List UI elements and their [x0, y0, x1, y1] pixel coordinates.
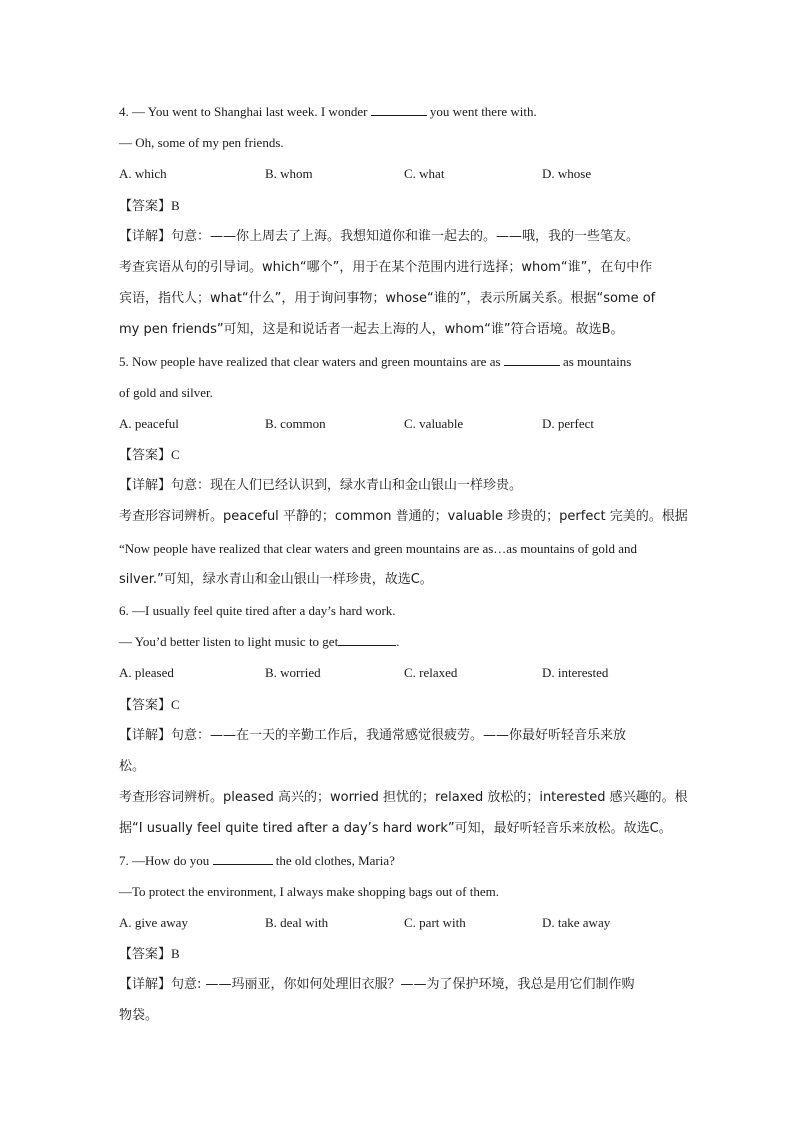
stem-text: 4. — You went to Shanghai last week. I wonder — [119, 104, 371, 119]
stem-text: you went there with. — [426, 104, 537, 119]
detail-tag: 【详解】 — [119, 977, 172, 993]
explanation-text: 句意: ——玛丽亚，你如何处理旧衣服？——为了保护环境，我总是用它们制作购 — [171, 977, 635, 993]
option-d: D. take away — [542, 914, 611, 930]
option-a: A. peaceful — [119, 415, 179, 431]
answer-line — [119, 938, 679, 969]
answer-blank — [371, 103, 427, 116]
answer-tag: 【答案】 — [119, 448, 172, 464]
explanation-line: 考查形容词辨析。peaceful 平静的；common 普通的；valuable 珍贵的；perfect 完美的。根据 — [119, 509, 688, 525]
document-page — [119, 96, 688, 1032]
option-d: D. interested — [542, 665, 609, 681]
answer-blank — [213, 852, 273, 865]
option-c: C. what — [404, 166, 445, 182]
explanation-line: 松。 — [119, 758, 146, 774]
options-row — [119, 408, 679, 439]
option-b: B. common — [265, 415, 326, 431]
explanation-line — [119, 969, 679, 1000]
answer-blank — [504, 353, 560, 366]
question-stem: 6. —I usually feel quite tired after a day’s hard work. — [119, 603, 396, 618]
question-5 — [119, 346, 688, 596]
answer-value: C — [171, 696, 180, 712]
option-c: C. relaxed — [404, 665, 458, 681]
answer-line — [119, 439, 679, 470]
question-stem — [119, 346, 679, 377]
option-b: B. deal with — [265, 914, 329, 930]
option-c: C. valuable — [404, 415, 464, 431]
explanation-text: 句意：——在一天的辛勤工作后，我通常感觉很疲劳。——你最好听轻音乐来放 — [171, 727, 627, 743]
stem-text: the old clothes, Maria? — [272, 852, 395, 868]
answer-line — [119, 689, 679, 720]
explanation-line: my pen friends”可知，这是和说话者一起去上海的人，whom“谁”符合语境。故选B。 — [119, 322, 624, 338]
detail-tag: 【详解】 — [119, 228, 172, 244]
reply-text: . — [396, 634, 400, 650]
stem-text: 7. —How do you — [119, 852, 213, 868]
answer-value: C — [171, 447, 180, 463]
option-a: A. pleased — [119, 665, 174, 681]
explanation-line — [119, 720, 679, 751]
dialogue-reply: —To protect the environment, I always make shopping bags out of them. — [119, 883, 499, 899]
question-stem — [119, 845, 679, 876]
answer-value: B — [171, 197, 180, 213]
reply-text: — You’d better listen to light music to get — [119, 634, 339, 650]
options-row — [119, 657, 679, 688]
detail-tag: 【详解】 — [119, 727, 172, 743]
explanation-line: “Now people have realized that clear waters and green mountains are as…as mountains of gold and — [119, 540, 638, 556]
answer-tag: 【答案】 — [119, 947, 172, 963]
question-7 — [119, 845, 679, 1032]
question-stem — [119, 96, 679, 127]
question-stem-cont: of gold and silver. — [119, 384, 213, 400]
explanation-line: 宾语，指代人；what“什么”，用于询问事物；whose“谁的”，表示所属关系。根据“some of — [119, 291, 656, 307]
option-a: A. which — [119, 166, 167, 182]
answer-tag: 【答案】 — [119, 697, 172, 713]
option-d: D. whose — [542, 166, 592, 182]
dialogue-reply: — Oh, some of my pen friends. — [119, 135, 284, 151]
stem-text: as mountains — [559, 353, 632, 369]
detail-tag: 【详解】 — [119, 478, 172, 494]
options-row — [119, 158, 679, 189]
explanation-line — [119, 470, 679, 501]
explanation-line — [119, 221, 679, 252]
explanation-line: 据“I usually feel quite tired after a day’s hard work”可知，最好听轻音乐来放松。故选C。 — [119, 821, 672, 837]
answer-tag: 【答案】 — [119, 198, 172, 214]
explanation-line: silver.”可知，绿水青山和金山银山一样珍贵，故选C。 — [119, 571, 433, 587]
explanation-line: 物袋。 — [119, 1008, 159, 1024]
stem-text: 5. Now people have realized that clear waters and green mountains are as — [119, 353, 504, 369]
option-c: C. part with — [404, 914, 466, 930]
explanation-text: 句意：现在人们已经认识到，绿水青山和金山银山一样珍贵。 — [171, 478, 523, 494]
answer-value: B — [171, 946, 180, 962]
explanation-line: 考查形容词辨析。pleased 高兴的；worried 担忧的；relaxed 放松的；interested 感兴趣的。根 — [119, 790, 688, 806]
option-a: A. give away — [119, 914, 188, 930]
question-6 — [119, 595, 688, 845]
answer-line — [119, 190, 679, 221]
option-b: B. whom — [265, 166, 313, 182]
question-4 — [119, 96, 679, 346]
explanation-text: 句意：——你上周去了上海。我想知道你和谁一起去的。——哦，我的一些笔友。 — [171, 228, 640, 244]
options-row — [119, 907, 679, 938]
option-b: B. worried — [265, 665, 321, 681]
explanation-line: 考查宾语从句的引导词。which“哪个”，用于在某个范围内进行选择；whom“谁”，在句中作 — [119, 259, 653, 275]
answer-blank — [338, 633, 396, 646]
option-d: D. perfect — [542, 415, 594, 431]
dialogue-reply — [119, 626, 679, 657]
